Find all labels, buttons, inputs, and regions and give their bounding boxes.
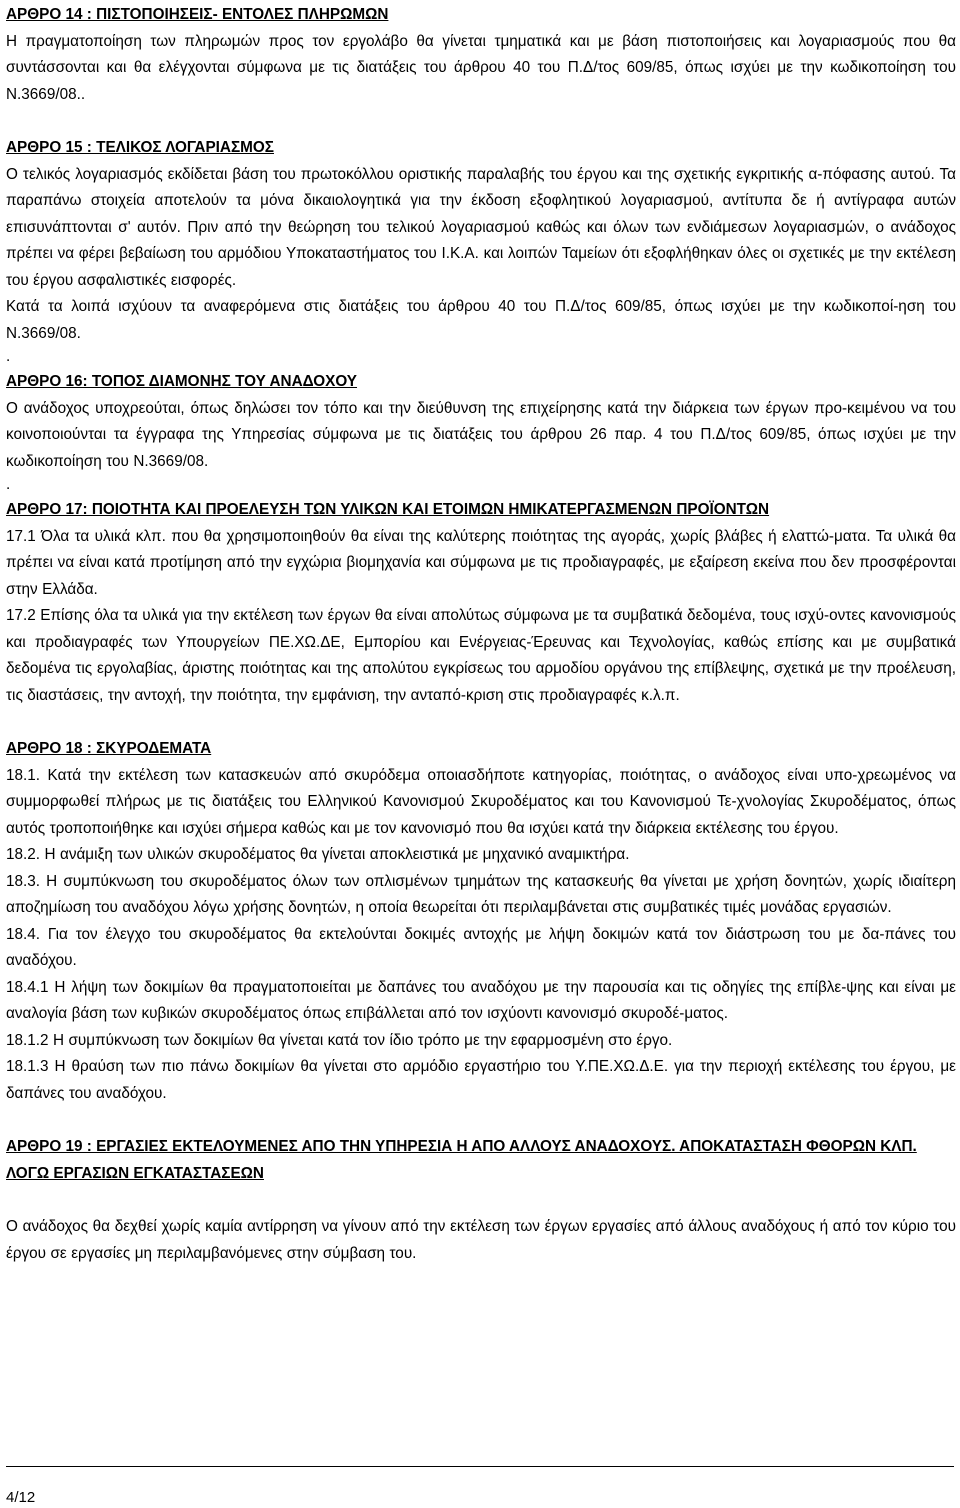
- article-14-title: ΑΡΘΡΟ 14 : ΠΙΣΤΟΠΟΙΗΣΕΙΣ- ΕΝΤΟΛΕΣ ΠΛΗΡΩΜΩΝ: [6, 6, 389, 23]
- article-18-paragraph-2: 18.2. Η ανάμιξη των υλικών σκυροδέματος θα γίνεται αποκλειστικά με μηχανικό αναμικτήρα.: [6, 846, 630, 863]
- article-18-paragraph-1: 18.1. Κατά την εκτέλεση των κατασκευών από σκυρόδεμα οποιασδήποτε κατηγορίας, ποιότητας, ο ανάδοχος είναι υπο-χρεωμένος να συμμορφωθεί πλήρως με τις διατάξεις του Ελληνικού Κανονισμού Σκυροδέματος και του Κανονισμού Τε-χνολογίας Σκυροδέματος, όπως αυτός τροποποιήθηκε και ισχύει σήμερα καθώς και με τον κανονισμό που θα ισχύει κατά την διάρκεια εκτέλεσης του έργου.: [6, 766, 956, 837]
- document-page: [6, 2, 956, 1267]
- article-14-paragraph: Η πραγματοποίηση των πληρωμών προς τον εργολάβο θα γίνεται τμηματικά και με βάση πιστοποιήσεις και λογαριασμούς που θα συντάσσονται και θα ελέγχονται σύμφωνα με τις διατάξεις του άρθρου 40 του Π.Δ/τος 609/85, όπως ισχύει με την κωδικοποίηση του Ν.3669/08..: [6, 32, 956, 103]
- footer-divider: [6, 1466, 954, 1467]
- article-18-title: ΑΡΘΡΟ 18 : ΣΚΥΡΟΔΕΜΑΤΑ: [6, 740, 212, 757]
- article-16-title: ΑΡΘΡΟ 16: ΤΟΠΟΣ ΔΙΑΜΟΝΗΣ ΤΟΥ ΑΝΑΔΟΧΟΥ: [6, 373, 358, 390]
- separator-dot: .: [6, 476, 11, 493]
- separator-dot: .: [6, 348, 11, 365]
- article-15-paragraph-1: Ο τελικός λογαριασμός εκδίδεται βάση του πρωτοκόλλου οριστικής παραλαβής του έργου και της σχετικής εγκριτικής α-πόφασης αυτού. Τα παραπάνω στοιχεία αποτελούν τα μόνα δικαιολογητικά για την έκδοση εξοφλητικού λογαριασμού, αντίτυπα δε ή αντίγραφα αυτών επισυνάπτονται σ' αυτόν. Πριν από την θεώρηση του τελικού λογαριασμού καθώς και όλων των ενδιάμεσων λογαριασμών, ο ανάδοχος πρέπει να φέρει βεβαίωση του αρμόδιου Υποκαταστήματος του Ι.Κ.Α. και λοιπών Ταμείων ότι εξοφλήθηκαν όλες οι σχετικές με την εκτέλεση του έργου ασφαλιστικές εισφορές.: [6, 165, 956, 289]
- article-15-title: ΑΡΘΡΟ 15 : ΤΕΛΙΚΟΣ ΛΟΓΑΡΙΑΣΜΟΣ: [6, 139, 274, 156]
- article-17-paragraph-1: 17.1 Όλα τα υλικά κλπ. που θα χρησιμοποιηθούν θα είναι της καλύτερης ποιότητας της αγοράς, χωρίς βλάβες ή ελαττώ-ματα. Τα υλικά θα πρέπει να είναι κατά προτίμηση από την εγχώρια βιομηχανία και σύμφωνα με τις προδιαγραφές, με εξαίρεση εκείνα που δεν προσφέρονται στην Ελλάδα.: [6, 527, 956, 598]
- article-16-paragraph: Ο ανάδοχος υποχρεούται, όπως δηλώσει τον τόπο και την διεύθυνση της επιχείρησης κατά την διάρκεια των έργων προ-κειμένου να του κοινοποιούνται τα έγγραφα της Υπηρεσίας σύμφωνα με τις διατάξεις του άρθρου 26 παρ. 4 του Π.Δ/τος 609/85, όπως ισχύει με την κωδικοποίηση του Ν.3669/08.: [6, 399, 956, 470]
- article-19-paragraph: Ο ανάδοχος θα δεχθεί χωρίς καμία αντίρρηση να γίνουν από την εκτέλεση των έργων εργασίες από άλλους αναδόχους ή από τον κύριο του έργου σε εργασίες μη περιλαμβανόμενες στην σύμβαση του.: [6, 1218, 956, 1262]
- spacer: [6, 1187, 956, 1214]
- article-18-paragraph-3: 18.3. Η συμπύκνωση του σκυροδέματος όλων των οπλισμένων τμημάτων της κατασκευής θα γίνεται με χρήση δονητών, χωρίς ιδιαίτερη αποζημίωση του αναδόχου λόγω χρήσης δονητών, η οποία θεωρείται ότι περιλαμβάνεται στις συμβατικές τιμές μονάδας εργασιών.: [6, 872, 956, 916]
- article-17-title: ΑΡΘΡΟ 17: ΠΟΙΟΤΗΤΑ ΚΑΙ ΠΡΟΕΛΕΥΣΗ ΤΩΝ ΥΛΙΚΩΝ ΚΑΙ ΕΤΟΙΜΩΝ ΗΜΙΚΑΤΕΡΓΑΣΜΕΝΩΝ ΠΡΟΪΟΝΤΩΝ: [6, 501, 770, 518]
- article-18-paragraph-5: 18.4.1 Η λήψη των δοκιμίων θα πραγματοποιείται με δαπάνες του αναδόχου με την παρουσία και τις οδηγίες της επίβλε-ψης και είναι με αναλογία βάση των κυβικών σκυροδέματος όπως επιβάλλεται από τον ισχύοντι κανονισμό σκυροδέ-ματος.: [6, 978, 956, 1022]
- article-19-title: ΑΡΘΡΟ 19 : ΕΡΓΑΣΙΕΣ ΕΚΤΕΛΟΥΜΕΝΕΣ ΑΠΟ ΤΗΝ ΥΠΗΡΕΣΙΑ Η ΑΠΟ ΑΛΛΟΥΣ ΑΝΑΔΟΧΟΥΣ. ΑΠΟΚΑΤΑΣΤΑΣΗ ΦΘΟΡΩΝ ΚΛΠ. ΛΟΓΩ ΕΡΓΑΣΙΩΝ ΕΓΚΑΤΑΣΤΑΣΕΩΝ: [6, 1138, 917, 1182]
- article-15-paragraph-2: Κατά τα λοιπά ισχύουν τα αναφερόμενα στις διατάξεις του άρθρου 40 του Π.Δ/τος 609/85, όπως ισχύει με την κωδικοποί-ηση του Ν.3669/08.: [6, 298, 956, 342]
- spacer: [6, 1107, 956, 1134]
- spacer: [6, 709, 956, 736]
- article-18-paragraph-4: 18.4. Για τον έλεγχο του σκυροδέματος θα εκτελούνται δοκιμές αντοχής με λήψη δοκιμών κατά τον διάστρωση του με δα-πάνες του αναδόχου.: [6, 925, 956, 969]
- page-number: 4/12: [6, 1489, 36, 1506]
- spacer: [6, 108, 956, 135]
- article-18-paragraph-6: 18.1.2 Η συμπύκνωση των δοκιμίων θα γίνεται κατά τον ίδιο τρόπο με την εφαρμοσμένη στο έργο.: [6, 1031, 673, 1049]
- article-17-paragraph-2: 17.2 Επίσης όλα τα υλικά για την εκτέλεση των έργων θα είναι απολύτως σύμφωνα με τα συμβατικά δεδομένα, τους ισχύ-οντες κανονισμούς και προδιαγραφές των Υπουργείων ΠΕ.ΧΩ.ΔΕ, Εμπορίου και Ενέργειας-Έρευνας και Τεχνολογίας, καθώς επίσης και με συμβατικά δεδομένα τις εργολαβίας, άριστης ποιότητας και της απολύτου εγκρίσεως του αρμοδίου οργάνου της επίβλεψης, σχετικά με την προέλευση, τις διαστάσεις, την αντοχή, την ποιότητα, την εμφάνιση, την ανταπό-κριση στις προδιαγραφές κ.λ.π.: [6, 607, 956, 704]
- article-18-paragraph-7: 18.1.3 Η θραύση των πιο πάνω δοκιμίων θα γίνεται στο αρμόδιο εργαστήριο του Υ.ΠΕ.ΧΩ.Δ.Ε. για την περιοχή εκτέλεσης του έργου, με δαπάνες του αναδόχου.: [6, 1058, 956, 1102]
